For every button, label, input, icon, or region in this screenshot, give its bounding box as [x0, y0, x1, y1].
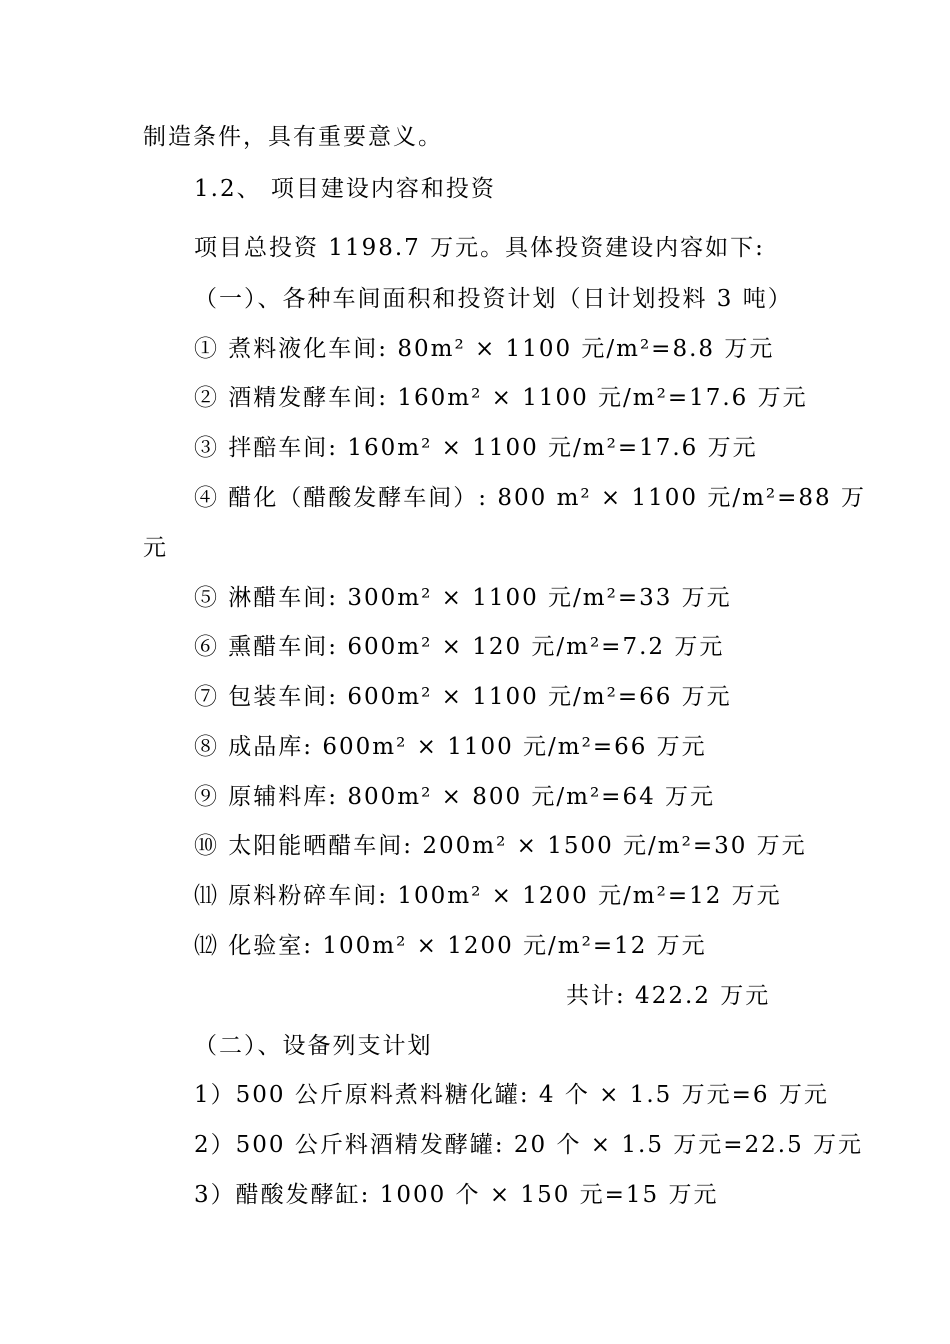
equipment-item: 1）500 公斤原料煮料糖化罐: 4 个 × 1.5 万元=6 万元: [194, 1082, 829, 1108]
part2-heading: （二）、设备列支计划: [194, 1033, 433, 1059]
equipment-item: 2）500 公斤料酒精发酵罐: 20 个 × 1.5 万元=22.5 万元: [194, 1132, 864, 1158]
workshop-item: ③ 拌醅车间: 160m² × 1100 元/m²=17.6 万元: [194, 435, 758, 461]
total-investment-text: 项目总投资 1198.7 万元。具体投资建设内容如下:: [194, 235, 765, 261]
section-heading: 1.2、 项目建设内容和投资: [194, 176, 496, 202]
workshop-item: ⑦ 包装车间: 600m² × 1100 元/m²=66 万元: [194, 684, 732, 710]
workshop-item: ⑿ 化验室: 100m² × 1200 元/m²=12 万元: [194, 933, 707, 959]
workshop-item-continuation: 元: [143, 535, 168, 561]
part1-heading: （一）、各种车间面积和投资计划（日计划投料 3 吨）: [194, 286, 793, 312]
workshop-item: ⑧ 成品库: 600m² × 1100 元/m²=66 万元: [194, 734, 707, 760]
workshop-item: ① 煮料液化车间: 80m² × 1100 元/m²=8.8 万元: [194, 336, 775, 362]
workshop-item: ⑩ 太阳能晒醋车间: 200m² × 1500 元/m²=30 万元: [194, 833, 807, 859]
workshop-item: ⑨ 原辅料库: 800m² × 800 元/m²=64 万元: [194, 784, 716, 810]
workshop-item: ② 酒精发酵车间: 160m² × 1100 元/m²=17.6 万元: [194, 385, 808, 411]
workshop-item: ⑾ 原料粉碎车间: 100m² × 1200 元/m²=12 万元: [194, 883, 782, 909]
workshop-item: ⑤ 淋醋车间: 300m² × 1100 元/m²=33 万元: [194, 585, 732, 611]
workshop-item: ④ 醋化（醋酸发酵车间）: 800 m² × 1100 元/m²=88 万: [194, 485, 866, 511]
equipment-item: 3）醋酸发酵缸: 1000 个 × 150 元=15 万元: [194, 1182, 719, 1208]
workshop-item: ⑥ 熏醋车间: 600m² × 120 元/m²=7.2 万元: [194, 634, 725, 660]
workshops-total: 共计: 422.2 万元: [566, 983, 771, 1009]
intro-tail-text: 制造条件，具有重要意义。: [143, 124, 443, 150]
